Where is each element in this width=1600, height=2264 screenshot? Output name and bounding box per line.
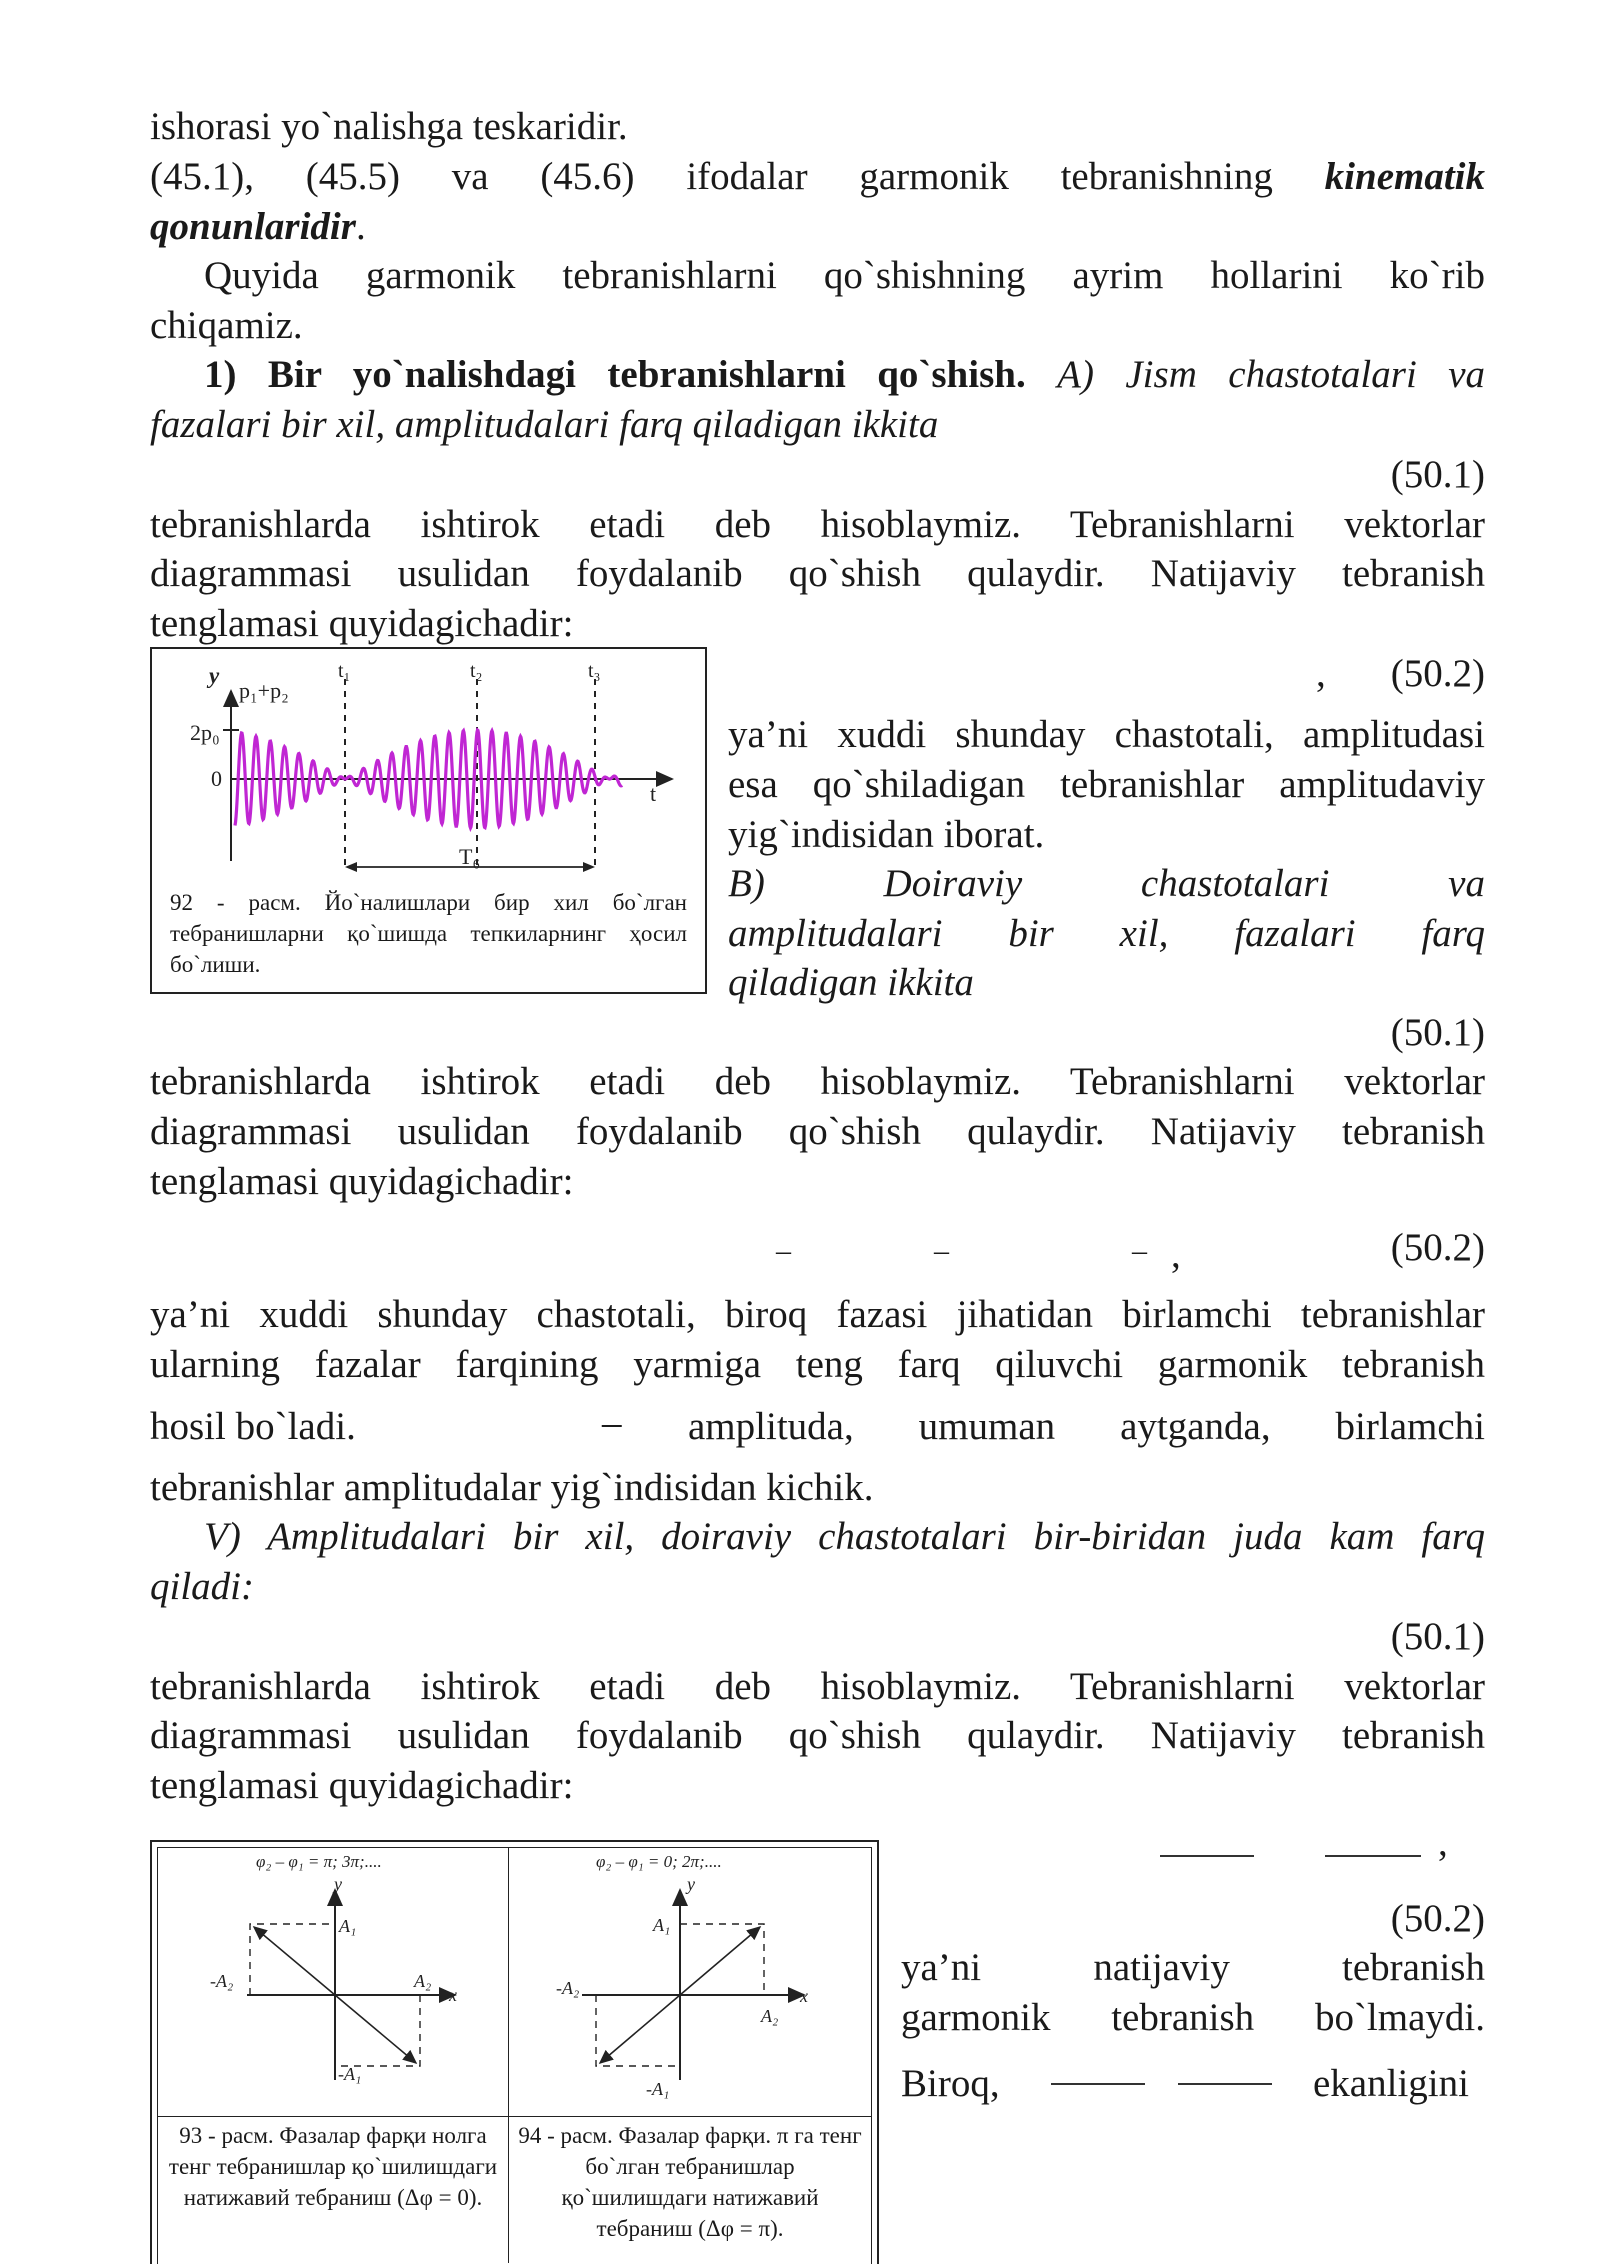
- minus-A1-label-93: -A₁: [338, 2064, 362, 2084]
- vector-94-b: [600, 1995, 680, 2063]
- text-line: ekanligini: [1313, 2062, 1469, 2105]
- text-line: diagrammasi usulidan foydalanib qo`shish qulaydir. Natijaviy tebranish: [150, 1714, 1485, 1757]
- beat-wave-plot: [152, 649, 705, 899]
- text-line: [204, 352, 1485, 398]
- minus-A2-label-93: -A₂: [210, 1971, 234, 1991]
- text-line: qiladi:: [150, 1565, 254, 1608]
- phasor-diagrams: [152, 1842, 877, 2116]
- text-span: (45.1), (45.5) va (45.6) ifodalar garmonik tebranishning: [150, 155, 1273, 198]
- beat-period-label: T₆: [459, 844, 481, 869]
- equation-number: (50.2): [1390, 1897, 1485, 1940]
- vector-94-a: [680, 1927, 760, 1995]
- t2-label: t₂: [470, 660, 483, 682]
- A2-label-93: A₂: [414, 1971, 432, 1991]
- section-heading: 1) Bir yo`nalishdagi tebranishlarni qo`shish.: [204, 353, 1026, 396]
- text-span: A) Jism chastotalari va: [1057, 353, 1486, 396]
- equation-number: (50.2): [1390, 1226, 1485, 1269]
- fraction-bar: [1160, 1855, 1254, 1857]
- text-line: V) Amplitudalari bir xil, doiraviy chastotalari bir-biridan juda kam farq: [204, 1515, 1485, 1558]
- text-line: tebranishlarda ishtirok etadi deb hisoblaymiz. Tebranishlarni vektorlar: [150, 1060, 1485, 1103]
- x-label-93: x: [449, 1985, 457, 2005]
- text-line: tebranishlar amplitudalar yig`indisidan kichik.: [150, 1466, 874, 1509]
- two-p0-label: 2p₀: [190, 720, 220, 745]
- vector-93-b: [335, 1995, 416, 2063]
- equation-comma: ,: [1316, 652, 1326, 695]
- t1-label: t₁: [338, 660, 351, 682]
- equation-number: (50.1): [1390, 453, 1485, 496]
- text-line: esa qo`shiladigan tebranishlar amplitudaviy: [728, 763, 1485, 806]
- text-line: amplitudalari bir xil, fazalari farq: [728, 912, 1485, 955]
- fraction-bar: [1325, 1855, 1421, 1857]
- y-label: y: [209, 663, 220, 688]
- text-line: qiladigan ikkita: [728, 961, 974, 1004]
- figure-caption: 92 - расм. Йо`налишлари бир хил бо`лган тебранишларни қо`шишда тепкиларнинг ҳосил бо`лиши.: [170, 890, 687, 977]
- equation-mark: –: [776, 1234, 791, 1267]
- text-line: [150, 154, 1485, 200]
- zero-label: 0: [211, 766, 222, 791]
- text-line: [150, 204, 366, 250]
- text-line: Quyida garmonik tebranishlarni qo`shishning ayrim hollarini ko`rib: [204, 254, 1485, 297]
- phase-condition-93: φ₂ – φ₁ = π; 3π;....: [256, 1852, 382, 1871]
- period-arrow-left: [345, 862, 357, 872]
- equation-number: (50.1): [1390, 1615, 1485, 1658]
- equation-comma: ,: [1438, 1821, 1448, 1864]
- minus-A1-label-94: -A₁: [646, 2079, 670, 2099]
- equation-number: (50.2): [1390, 652, 1485, 695]
- text-line: fazalari bir xil, amplitudalari farq qiladigan ikkita: [150, 403, 939, 446]
- A1-label-93: A₁: [339, 1916, 357, 1936]
- text-line: amplituda, umuman aytganda, birlamchi: [688, 1405, 1485, 1448]
- figure-caption-rule: [157, 2116, 872, 2117]
- text-line: chiqamiz.: [150, 304, 303, 347]
- text-line: tenglamasi quyidagichadir:: [150, 1160, 574, 1203]
- minus-A2-label-94: -A₂: [556, 1978, 580, 1998]
- x-label-94: x: [800, 1986, 808, 2006]
- A2-label-94: A₂: [761, 2006, 779, 2026]
- fraction-bar: [1178, 2083, 1272, 2085]
- text-line: diagrammasi usulidan foydalanib qo`shish qulaydir. Natijaviy tebranish: [150, 552, 1485, 595]
- text-dash: –: [602, 1401, 622, 1444]
- bold-italic-term: kinematik: [1324, 155, 1486, 198]
- text-line: tenglamasi quyidagichadir:: [150, 602, 574, 645]
- bold-italic-term: qonunlaridir: [150, 205, 356, 248]
- fraction-bar: [1051, 2083, 1145, 2085]
- y-label-94: y: [687, 1874, 695, 1894]
- p-sum-label: p₁+p₂: [239, 678, 289, 703]
- text-line: yig`indisidan iborat.: [728, 813, 1045, 856]
- equation-mark: –: [1132, 1234, 1147, 1267]
- equation-number: (50.1): [1390, 1011, 1485, 1054]
- text-line: Biroq,: [901, 2062, 1000, 2105]
- text-line: ya’ni xuddi shunday chastotali, biroq fazasi jihatidan birlamchi tebranishlar: [150, 1293, 1485, 1336]
- text-line: ya’ni xuddi shunday chastotali, amplitudasi: [728, 713, 1485, 756]
- text-line: garmonik tebranish bo`lmaydi.: [901, 1996, 1485, 2039]
- text-line: tebranishlarda ishtirok etadi deb hisoblaymiz. Tebranishlarni vektorlar: [150, 503, 1485, 546]
- y-label-93: y: [334, 1874, 342, 1894]
- text-line: ya’ni natijaviy tebranish: [901, 1946, 1485, 1989]
- text-line: B) Doiraviy chastotalari va: [728, 862, 1485, 905]
- phase-condition-94: φ₂ – φ₁ = 0; 2π;....: [596, 1852, 722, 1871]
- t3-label: t₃: [588, 660, 601, 682]
- t-label: t: [650, 781, 657, 806]
- figure-93-94-frame: [150, 1840, 879, 2264]
- figure-92: [150, 647, 707, 994]
- equation-comma: ,: [1171, 1233, 1181, 1276]
- text-line: tenglamasi quyidagichadir:: [150, 1764, 574, 1807]
- text-line: tebranishlarda ishtirok etadi deb hisoblaymiz. Tebranishlarni vektorlar: [150, 1665, 1485, 1708]
- text-line: ishorasi yo`nalishga teskaridir.: [150, 105, 628, 148]
- text-span: .: [355, 205, 366, 248]
- period-arrow-right: [583, 862, 595, 872]
- text-line: hosil bo`ladi.: [150, 1405, 356, 1448]
- A1-label-94: A₁: [653, 1915, 671, 1935]
- vector-93-a: [254, 1927, 335, 1995]
- text-line: ularning fazalar farqining yarmiga teng farq qiluvchi garmonik tebranish: [150, 1343, 1485, 1386]
- figure-caption-94: 94 - расм. Фазалар фарқи. π га тенг бо`лган тебранишлар қо`шилишдаги натижавий тебраниш (Δφ = π).: [518, 2123, 862, 2241]
- equation-mark: –: [934, 1234, 949, 1267]
- text-line: diagrammasi usulidan foydalanib qo`shish qulaydir. Natijaviy tebranish: [150, 1110, 1485, 1153]
- figure-caption-93: 93 - расм. Фазалар фарқи нолга тенг тебранишлар қо`шилишдаги натижавий тебраниш (Δφ = 0).: [168, 2123, 498, 2210]
